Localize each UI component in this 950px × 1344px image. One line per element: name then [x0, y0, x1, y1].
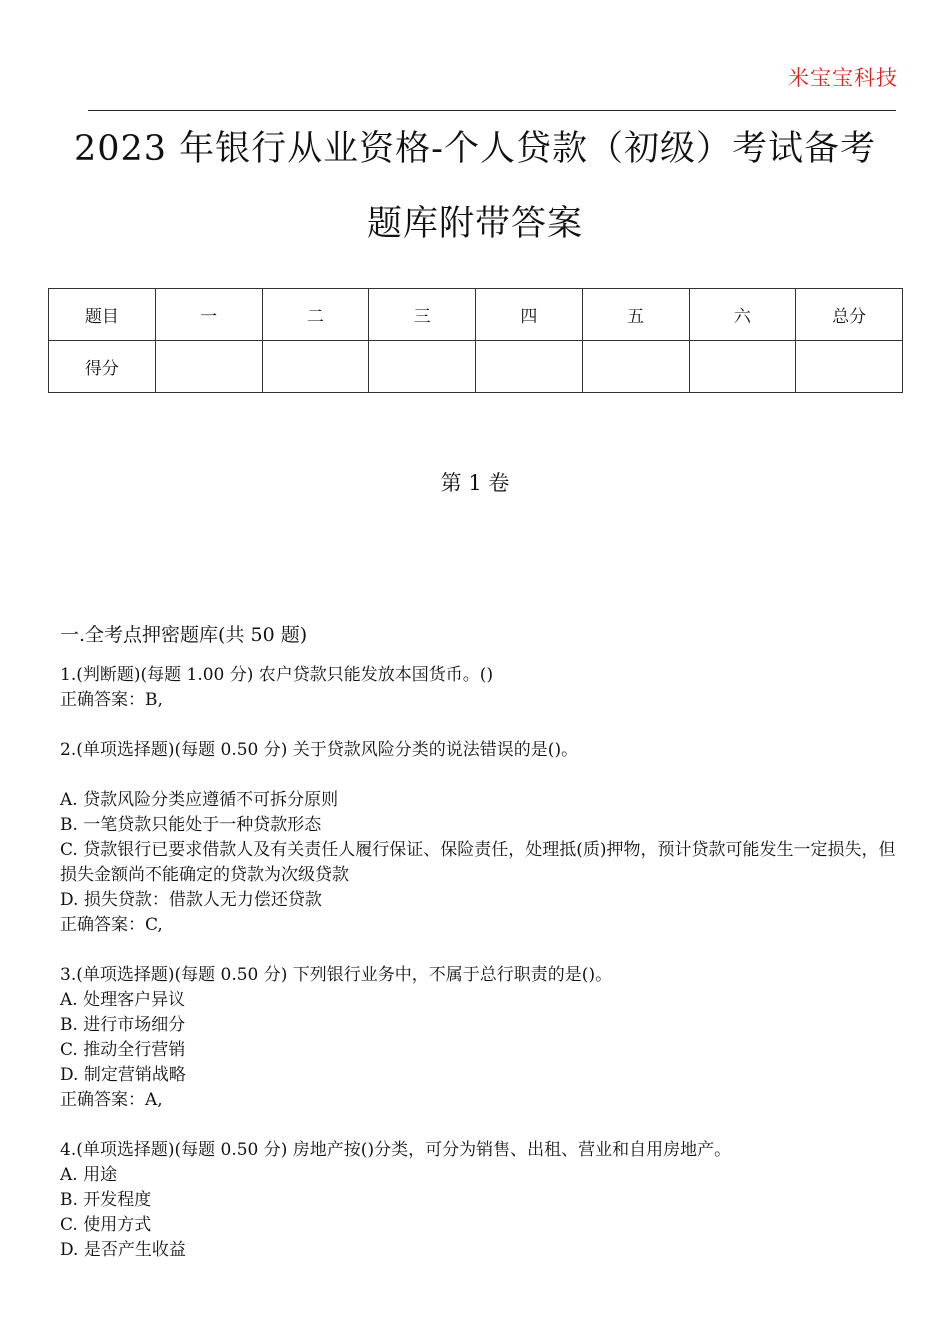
- section-heading: 一.全考点押密题库(共 50 题): [60, 624, 308, 646]
- question-option: D. 损失贷款：借款人无力偿还贷款: [60, 890, 322, 910]
- question-option: A. 处理客户异议: [60, 990, 186, 1010]
- question-4: [60, 1138, 900, 1263]
- question-option: C. 使用方式: [60, 1215, 152, 1235]
- score-header-cell: 一: [155, 289, 262, 341]
- question-1: [60, 663, 900, 713]
- score-cell: [476, 341, 583, 393]
- question-option: C. 贷款银行已要求借款人及有关责任人履行保证、保险责任，处理抵(质)押物，预计贷款可能发生一定损失，但损失金额尚不能确定的贷款为次级贷款: [60, 840, 896, 885]
- question-list: [60, 663, 900, 1288]
- question-2: [60, 738, 900, 938]
- score-header-cell: 总分: [796, 289, 903, 341]
- score-cell: [796, 341, 903, 393]
- question-answer: 正确答案：A,: [60, 1090, 163, 1110]
- score-cell: [262, 341, 369, 393]
- score-header-cell: 三: [369, 289, 476, 341]
- question-option: D. 制定营销战略: [60, 1065, 186, 1085]
- score-row-label: 得分: [49, 341, 156, 393]
- question-option: B. 进行市场细分: [60, 1015, 186, 1035]
- score-cell: [369, 341, 476, 393]
- score-header-cell: 二: [262, 289, 369, 341]
- question-option: B. 开发程度: [60, 1190, 152, 1210]
- question-stem: 2.(单项选择题)(每题 0.50 分) 关于贷款风险分类的说法错误的是()。: [60, 740, 579, 760]
- score-cell: [689, 341, 796, 393]
- score-header-cell: 六: [689, 289, 796, 341]
- score-header-cell: 四: [476, 289, 583, 341]
- document-title: [40, 112, 910, 262]
- title-line-1: 2023 年银行从业资格-个人贷款（初级）考试备考: [73, 129, 877, 169]
- question-stem: 3.(单项选择题)(每题 0.50 分) 下列银行业务中，不属于总行职责的是()。: [60, 965, 613, 985]
- question-option: D. 是否产生收益: [60, 1240, 186, 1260]
- score-cell: [582, 341, 689, 393]
- brand-watermark: 米宝宝科技: [788, 66, 898, 90]
- question-stem: 4.(单项选择题)(每题 0.50 分) 房地产按()分类，可分为销售、出租、营业和自用房地产。: [60, 1140, 732, 1160]
- score-table-header-row: [49, 289, 903, 341]
- title-line-2: 题库附带答案: [366, 204, 583, 244]
- question-option: B. 一笔贷款只能处于一种贷款形态: [60, 815, 322, 835]
- question-stem: 1.(判断题)(每题 1.00 分) 农户贷款只能发放本国货币。(): [60, 665, 494, 685]
- score-cell: [155, 341, 262, 393]
- score-header-cell: 五: [582, 289, 689, 341]
- header-rule: [88, 110, 896, 111]
- question-option: A. 贷款风险分类应遵循不可拆分原则: [60, 790, 339, 810]
- score-table: [48, 288, 903, 393]
- score-header-cell: 题目: [49, 289, 156, 341]
- question-option: C. 推动全行营销: [60, 1040, 186, 1060]
- question-answer: 正确答案：C,: [60, 915, 163, 935]
- question-answer: 正确答案：B,: [60, 690, 163, 710]
- score-table-score-row: [49, 341, 903, 393]
- question-option: A. 用途: [60, 1165, 118, 1185]
- volume-heading: 第 1 卷: [440, 471, 510, 495]
- question-3: [60, 963, 900, 1113]
